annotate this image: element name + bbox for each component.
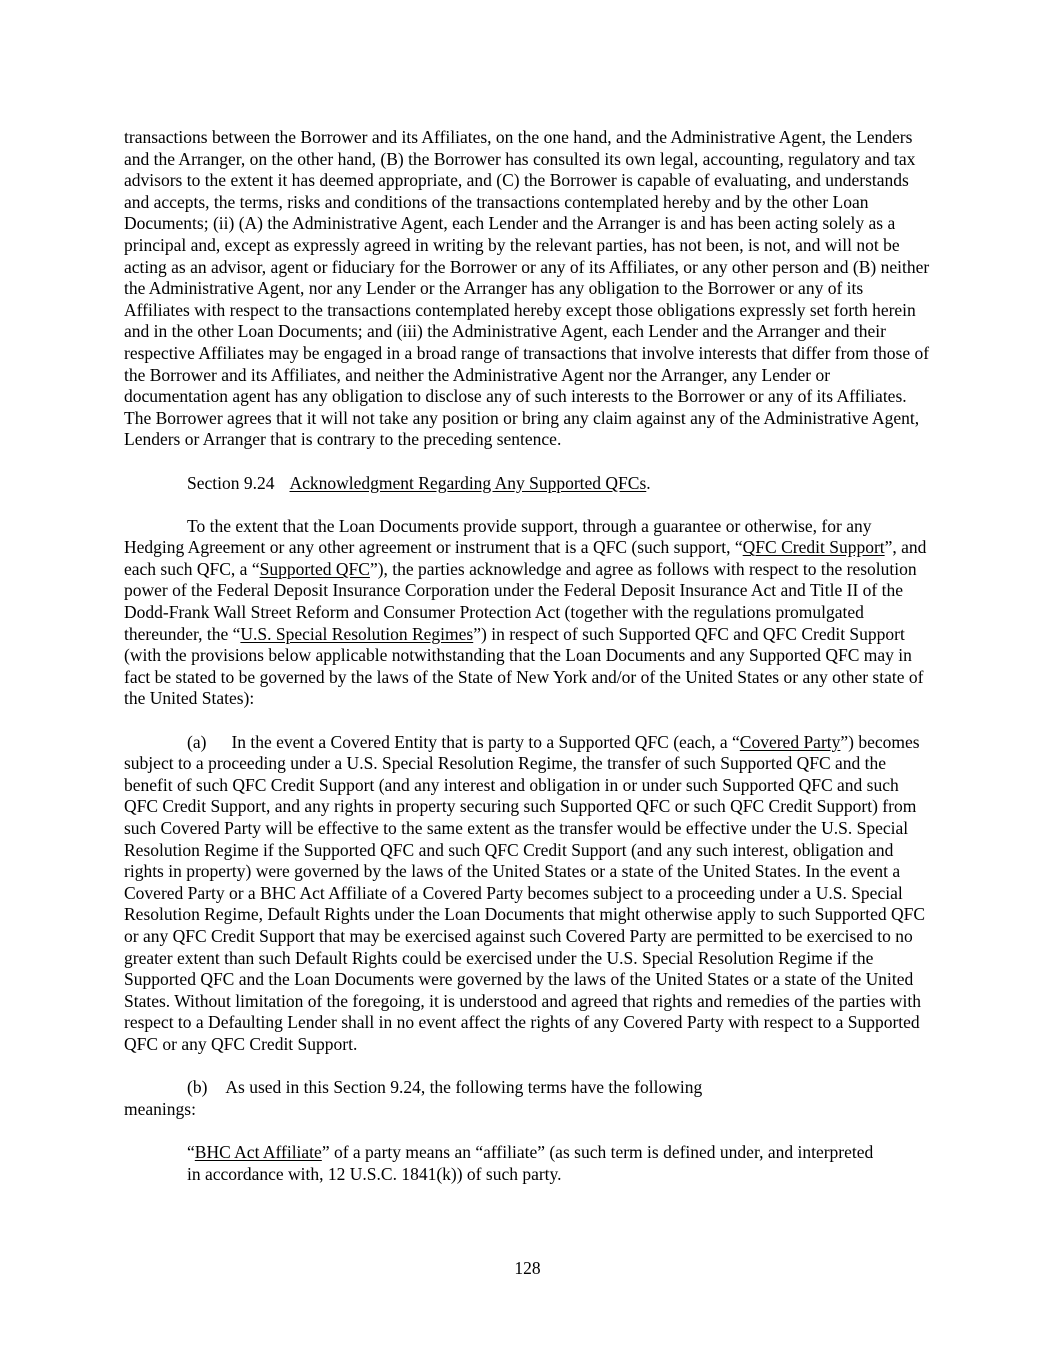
text-run: In the event a Covered Entity that is party to a Supported QFC (each, a “ <box>231 731 740 752</box>
text-run: Section 9.24 <box>187 472 275 493</box>
text-run: ”) becomes subject to a proceeding under a U.S. Special Resolution Regime, the transfer of such Supported QFC and the benefit of such QFC Credit Support (and any interest and obligation in or under such Supported QFC and such QFC Credit Support, and any rights in property securing such Supported QFC or such QFC Credit Support) from such Covered Party will be effective to the same extent as the transfer would be effective under the U.S. Special Resolution Regime if the Supported QFC and such QFC Credit Support (and any such interest, obligation and rights in property) were governed by the laws of the United States or a state of the United States. In the event a Covered Party or a BHC Act Affiliate of a Covered Party becomes subject to a proceeding under a U.S. Special Resolution Regime, Default Rights under the Loan Documents that might otherwise apply to such Supported QFC or any QFC Credit Support that may be exercised against such Covered Party are permitted to be exercised to no greater extent than such Default Rights could be exercised under the U.S. Special Resolution Regime if the Supported QFC and the Loan Documents were governed by the laws of the United States or a state of the United States. Without limitation of the foregoing, it is understood and agreed that rights and remedies of the parties with respect to a Defaulting Lender shall in no event affect the rights of any Covered Party with respect to a Supported QFC or any QFC Credit Support. <box>124 731 926 1054</box>
paragraph-continuation <box>124 127 932 451</box>
text-run: “ <box>187 1141 195 1162</box>
text-run: meanings: <box>124 1098 196 1119</box>
underlined-term: BHC Act Affiliate <box>194 1141 322 1162</box>
text-run: . <box>646 472 651 493</box>
underlined-term: U.S. Special Resolution Regimes <box>240 623 474 644</box>
underlined-term: Acknowledgment Regarding Any Supported QFCs <box>289 472 647 493</box>
text-run: As used in this Section 9.24, the following terms have the following <box>225 1077 703 1098</box>
paragraph-qfc-intro <box>124 516 932 710</box>
paragraph-subsection-b <box>124 1077 932 1120</box>
definition-bhc-act-affiliate <box>187 1142 874 1185</box>
text-run: (a) <box>187 731 207 752</box>
text-run: To the extent that the Loan Documents provide support, through a guarantee or otherwise, for any Hedging Agreement or any other agreement or instrument that is a QFC (such support, “ <box>124 515 872 558</box>
text-run: ”), the parties acknowledge and agree as follows with respect to the resolution power of the Federal Deposit Insurance Corporation under the Federal Deposit Insurance Act and Title II of the Dodd-Frank Wall Street Reform and Consumer Protection Act (together with the regulations promulgated thereunder, the “ <box>124 558 917 644</box>
underlined-term: Supported QFC <box>259 558 370 579</box>
text-run: transactions between the Borrower and its Affiliates, on the one hand, and the Administrative Agent, the Lenders and the Arranger, on the other hand, (B) the Borrower has consulted its own legal, accounting, regulatory and tax advisors to the extent it has deemed appropriate, and (C) the Borrower is capable of evaluating, and understands and accepts, the terms, risks and conditions of the transactions contemplated hereby and by the other Loan Documents; (ii) (A) the Administrative Agent, each Lender and the Arranger is and has been acting solely as a principal and, except as expressly agreed in writing by the relevant parties, has not been, is not, and will not be acting as an advisor, agent or fiduciary for the Borrower or any of its Affiliates, or any other person and (B) neither the Administrative Agent, nor any Lender or the Arranger has any obligation to the Borrower or any of its Affiliates with respect to the transactions contemplated hereby except those obligations expressly set forth herein and in the other Loan Documents; and (iii) the Administrative Agent, each Lender and the Arranger and their respective Affiliates may be engaged in a broad range of transactions that involve interests that differ from those of the Borrower and its Affiliates, and neither the Administrative Agent nor the Arranger, any Lender or documentation agent has any obligation to disclose any of such interests to the Borrower or any of its Affiliates. The Borrower agrees that it will not take any position or bring any claim against any of the Administrative Agent, Lenders or Arranger that is contrary to the preceding sentence. <box>124 127 930 450</box>
underlined-term: Covered Party <box>739 731 841 752</box>
text-run: (b) <box>187 1077 208 1098</box>
text-run: ”, and each such QFC, a “ <box>124 537 927 579</box>
underlined-term: QFC Credit Support <box>742 537 885 558</box>
paragraph-subsection-a <box>124 732 932 1056</box>
text-run: ”) in respect of such Supported QFC and QFC Credit Support (with the provisions below applicable notwithstanding that the Loan Documents and any Supported QFC may in fact be stated to be governed by the laws of the State of New York and/or of the United States or any other state of the United States): <box>124 623 924 709</box>
page-number: 128 <box>514 1258 541 1278</box>
text-run: ” of a party means an “affiliate” (as such term is defined under, and interpreted in accordance with, 12 U.S.C. 1841(k)) of such party. <box>187 1141 874 1184</box>
section-heading-9-24 <box>124 473 932 495</box>
